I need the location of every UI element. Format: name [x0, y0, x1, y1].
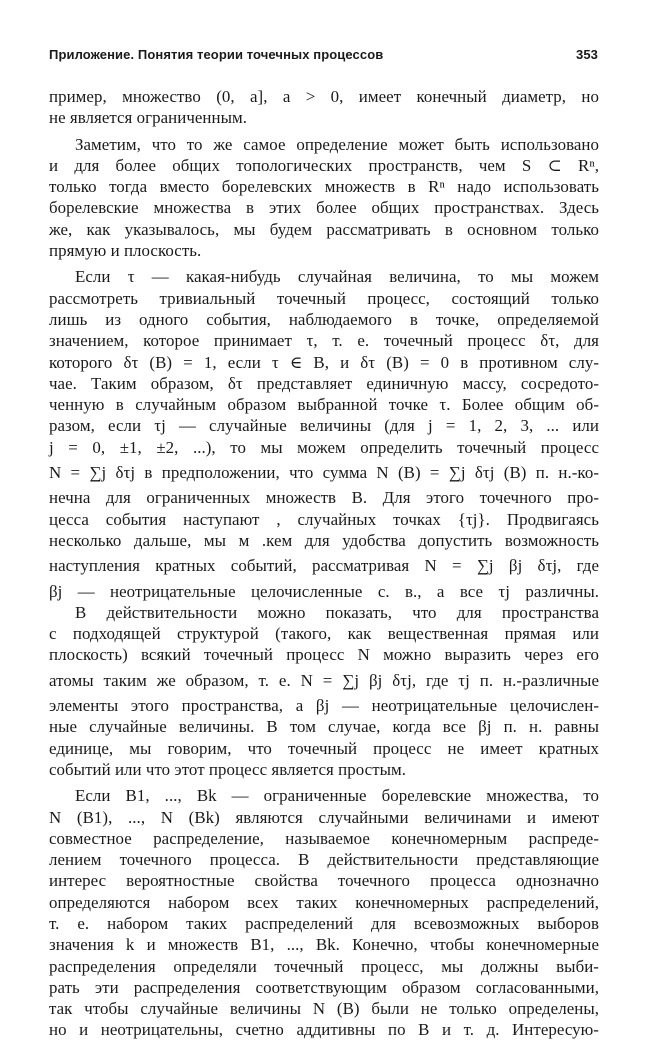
text-line: нечна для ограниченных множеств B. Для этого точечного про-: [49, 488, 599, 508]
text-line: распределения определяли точечный процесс, мы должны выби-: [49, 956, 599, 976]
text-line: же, как указывалось, мы будем рассматривать в основном только: [49, 219, 599, 239]
text-line: элементы этого пространства, а βj — неотрицательные целочислен-: [49, 696, 599, 716]
text-line: βj — неотрицательные целочисленные с. в., а все τj различны.: [49, 581, 599, 601]
formula-line: атомы таким же образом, т. е. N = ∑j βj δτj, где τj п. н.-различные: [49, 670, 599, 690]
text-line: только тогда вместо борелевских множеств в Rⁿ надо использовать: [49, 177, 599, 197]
text-line: определяются набором всех таких конечномерных распределений,: [49, 892, 599, 912]
paragraph: [49, 266, 599, 601]
text-line: В действительности можно показать, что для пространства: [75, 602, 599, 622]
text-line: значения k и множеств B1, ..., Bk. Конечно, чтобы конечномерные: [49, 935, 599, 955]
text-line: j = 0, ±1, ±2, ...), то мы можем определить точечный процесс: [49, 437, 599, 457]
text-line: плоскость) всякий точечный процесс N можно выразить через его: [49, 645, 599, 665]
text-line: ченную в случайным образом выбранной точке τ. Более общим об-: [49, 395, 599, 415]
text-line: N (B1), ..., N (Bk) являются случайными величинами и имеют: [49, 807, 599, 827]
text-line: борелевские множества в этих более общих пространствах. Здесь: [49, 198, 599, 218]
text-line: единице, мы говорим, что точечный процесс не имеет кратных: [49, 738, 599, 758]
text-line: разом, если τj — случайные величины (для j = 1, 2, 3, ... или: [49, 416, 599, 436]
text-line: несколько дальше, мы м .кем для удобства допустить возможность: [49, 530, 599, 550]
formula-line: N = ∑j δτj в предположении, что сумма N (B) = ∑j δτj (B) п. н.-ко-: [49, 463, 599, 483]
paragraph: [49, 86, 599, 129]
paragraph: [49, 602, 599, 780]
running-header: [49, 47, 598, 62]
text-line: лишь из одного события, наблюдаемого в точке, определяемой: [49, 309, 599, 329]
text-line: рать эти распределения соответствующим образом согласованными,: [49, 977, 599, 997]
text-line: событий или что этот процесс является простым.: [49, 759, 407, 779]
text-line: и для более общих топологических пространств, чем S ⊂ Rⁿ,: [49, 155, 599, 175]
text-line: пример, множество (0, a], a > 0, имеет конечный диаметр, но: [49, 87, 599, 106]
text-line: Если B1, ..., Bk — ограниченные борелевские множества, то: [75, 786, 599, 806]
text-line: которого δτ (B) = 1, если τ ∈ B, и δτ (B) = 0 в противном слу-: [49, 352, 599, 372]
text-line: Если τ — какая-нибудь случайная величина, то мы можем: [75, 267, 599, 287]
text-line: рассмотреть тривиальный точечный процесс, состоящий только: [49, 288, 599, 308]
page-body: [49, 86, 599, 1041]
text-line: цесса события наступают , случайных точках {τj}. Продвигаясь: [49, 509, 599, 529]
text-line: значением, которое принимает τ, т. е. точечный процесс δτ, для: [49, 331, 599, 351]
text-line: т. е. набором таких распределений для всевозможных выборов: [49, 913, 599, 933]
formula-line: наступления кратных событий, рассматривая N = ∑j βj δτj, где: [49, 556, 599, 576]
text-line: прямую и плоскость.: [49, 241, 202, 261]
text-line: не является ограниченным.: [49, 108, 248, 128]
text-line: так чтобы случайные величины N (B) были не только определены,: [49, 999, 599, 1019]
paragraph: [49, 785, 599, 1041]
text-line: интерес вероятностные свойства точечного процесса однозначно: [49, 871, 599, 891]
text-line: чае. Таким образом, δτ представляет единичную массу, сосредото-: [49, 373, 599, 393]
text-line: с подходящей структурой (такого, как вещественная прямая или: [49, 624, 599, 644]
header-title: Приложение. Понятия теории точечных процессов: [49, 47, 384, 62]
text-line: совместное распределение, называемое конечномерным распреде-: [49, 828, 599, 848]
text-line: ные случайные величины. В том случае, когда все βj п. н. равны: [49, 717, 599, 737]
paragraph: [49, 134, 599, 262]
text-line: лением точечного процесса. В действительности представляющие: [49, 850, 599, 870]
text-line: но и неотрицательны, счетно аддитивны по B и т. д. Интересую-: [49, 1020, 599, 1040]
text-line: Заметим, что то же самое определение может быть использовано: [75, 134, 599, 154]
page-number: 353: [576, 47, 598, 62]
